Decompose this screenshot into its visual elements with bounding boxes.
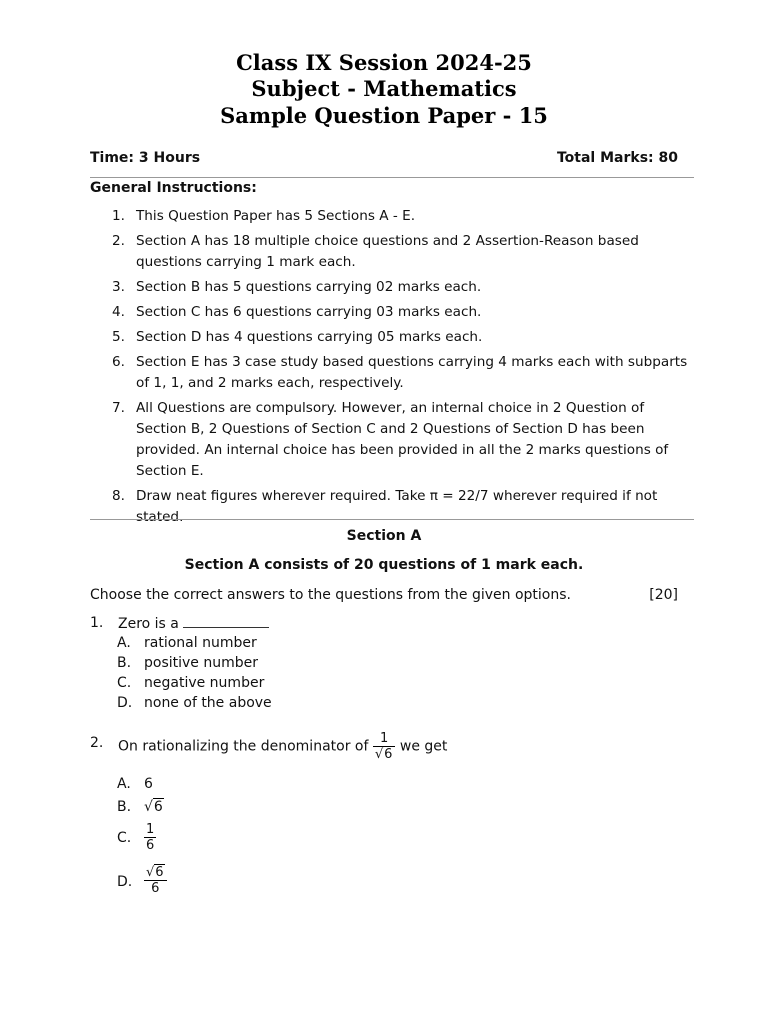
total-marks-label: Total Marks: 80 <box>556 150 678 166</box>
option-text: negative number <box>144 675 265 691</box>
instruction-text: Section C has 6 questions carrying 03 marks each. <box>136 304 482 320</box>
instruction-item <box>90 398 690 482</box>
instruction-text: Section B has 5 questions carrying 02 marks each. <box>136 279 482 295</box>
option-label: A. <box>117 635 131 651</box>
paper-title-session: Class IX Session 2024-25 <box>236 50 532 75</box>
option-label: C. <box>117 830 132 846</box>
section-a-instruction: Choose the correct answers to the questions from the given options. <box>90 587 571 603</box>
general-instructions-heading: General Instructions: <box>90 180 257 196</box>
instruction-item <box>90 277 690 298</box>
instruction-number: 2. <box>112 233 125 249</box>
fraction-one-over-six <box>144 822 156 853</box>
instruction-number: 7. <box>112 400 125 416</box>
question-text-after: we get <box>399 738 448 755</box>
answer-blank <box>183 615 269 628</box>
fraction-one-over-root-six <box>373 731 396 762</box>
instruction-number: 5. <box>112 329 125 345</box>
option-label: D. <box>117 695 133 711</box>
fraction-denominator: 6 <box>146 838 155 853</box>
instruction-item <box>90 231 690 273</box>
instruction-number: 3. <box>112 279 125 295</box>
fraction-denominator: 6 <box>151 881 160 896</box>
question-text-content: Zero is a <box>118 616 179 632</box>
question-text-before: On rationalizing the denominator of <box>118 738 369 755</box>
instruction-text: Section A has 18 multiple choice questions and 2 Assertion-Reason based questions carrying 1 mark each. <box>136 233 639 270</box>
radicand: 6 <box>384 747 393 762</box>
instruction-text: All Questions are compulsory. However, an internal choice in 2 Question of Section B, 2 Questions of Section C and 2 Questions of Section D has been provided. An internal choice has been provided in all the 2 marks questions of Section E. <box>136 400 669 479</box>
instruction-number: 6. <box>112 354 125 370</box>
option-text: rational number <box>144 635 257 651</box>
fraction-numerator <box>144 865 167 881</box>
option-value <box>144 865 167 896</box>
time-label: Time: 3 Hours <box>90 150 201 166</box>
fraction-numerator: 1 <box>146 822 155 837</box>
paper-title-subject: Subject - Mathematics <box>251 76 517 101</box>
general-instructions-list <box>90 206 690 532</box>
fraction-denominator <box>373 747 396 762</box>
instruction-item <box>90 327 690 348</box>
instruction-item <box>90 486 690 528</box>
option-text: none of the above <box>144 695 272 711</box>
fraction-numerator: 1 <box>373 731 396 747</box>
sqrt-symbol: √6 <box>374 747 393 762</box>
option-label: B. <box>117 655 132 671</box>
instruction-text: Section E has 3 case study based questions carrying 4 marks each with subparts of 1, 1, and 2 marks each, respectively. <box>136 354 688 391</box>
paper-title-sample: Sample Question Paper - 15 <box>220 103 548 128</box>
option-label: B. <box>117 799 132 815</box>
divider-top <box>90 177 694 178</box>
question-number: 2. <box>90 735 104 751</box>
sqrt-symbol: √6 <box>144 799 163 815</box>
option-label: C. <box>117 675 132 691</box>
instruction-text: Draw neat figures wherever required. Take π = 22/7 wherever required if not stated. <box>136 488 658 525</box>
radicand: 6 <box>153 799 163 815</box>
instruction-number: 1. <box>112 208 125 224</box>
section-a-marks: [20] <box>649 587 678 603</box>
question-text <box>118 731 447 762</box>
sqrt-symbol: √6 <box>146 865 164 880</box>
option-label: A. <box>117 776 131 792</box>
section-a-description: Section A consists of 20 questions of 1 mark each. <box>184 557 584 573</box>
instruction-number: 4. <box>112 304 125 320</box>
option-text: positive number <box>144 655 259 671</box>
question-number: 1. <box>90 615 104 631</box>
section-a-title: Section A <box>346 528 422 544</box>
instruction-item <box>90 302 690 323</box>
option-value <box>144 822 156 853</box>
instruction-number: 8. <box>112 488 125 504</box>
option-text: 6 <box>144 776 153 792</box>
divider-bottom <box>90 519 694 520</box>
fraction-root-six-over-six <box>144 865 167 896</box>
instruction-text: Section D has 4 questions carrying 05 marks each. <box>136 329 483 345</box>
instruction-item <box>90 206 690 227</box>
option-value <box>144 799 164 815</box>
question-text <box>118 615 269 632</box>
instruction-item <box>90 352 690 394</box>
instruction-text: This Question Paper has 5 Sections A - E. <box>136 208 416 224</box>
radicand: 6 <box>155 865 164 880</box>
option-label: D. <box>117 874 133 890</box>
